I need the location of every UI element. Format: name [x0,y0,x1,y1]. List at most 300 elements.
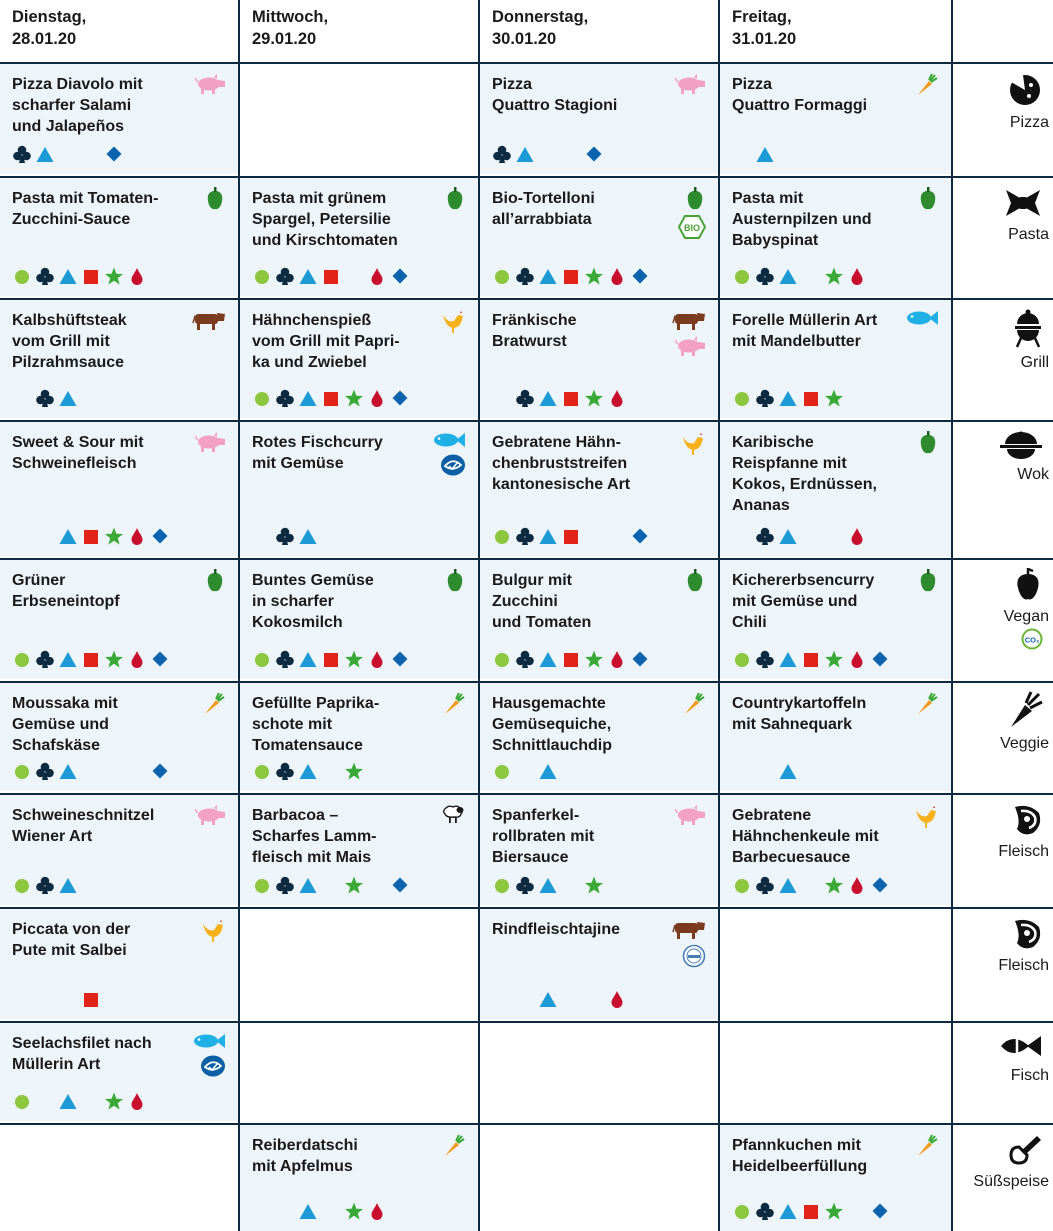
allergen-symbols [492,266,662,288]
column-divider [951,0,953,1231]
triangle-symbol [778,761,798,781]
star-symbol [584,388,604,408]
pepper-icon [426,187,466,211]
category-fisch [944,1031,1053,1121]
triangle-symbol [778,1201,798,1221]
dish-name: Grüner Erbseneintopf [12,572,120,610]
circle-symbol [12,875,32,895]
diamond-symbol [870,1201,890,1221]
dish-icons [426,431,466,481]
menu-cell [0,176,238,296]
pepper-icon [186,569,226,593]
triangle-symbol [515,144,535,164]
empty-cell [480,1123,718,1231]
club-symbol [35,875,55,895]
dish-name: Schweineschnitzel Wiener Art [12,807,155,845]
vegan-icon [944,568,1049,602]
club-symbol [35,761,55,781]
drop-symbol [847,526,867,546]
club-symbol [515,388,535,408]
meat-icon [944,803,1049,837]
dish-icons [666,309,706,361]
fish-icon [186,1032,226,1050]
drop-symbol [127,526,147,546]
category-grill [944,308,1053,418]
triangle-symbol [778,266,798,286]
veggie-icon [944,691,1049,729]
circle-symbol [252,875,272,895]
club-symbol [755,388,775,408]
triangle-symbol [58,649,78,669]
triangle-symbol [58,388,78,408]
star-symbol [824,649,844,669]
menu-cell [0,62,238,174]
row-divider [0,793,1053,795]
category-label: Fleisch [998,843,1049,860]
square-symbol [801,1201,821,1221]
allergen-symbols [732,144,902,166]
club-symbol [275,875,295,895]
dish-name: Moussaka mit Gemüse und Schafskäse [12,695,118,754]
dish-name: Spanferkel- rollbraten mit Biersauce [492,807,595,866]
menu-cell [0,1021,238,1121]
triangle-symbol [298,649,318,669]
category-label: Süßspeise [973,1173,1049,1190]
allergen-symbols [492,388,662,410]
category-label: Grill [1020,354,1049,371]
club-symbol [275,761,295,781]
menu-cell [240,558,478,679]
triangle-symbol [778,388,798,408]
allergen-symbols [12,526,182,548]
menu-cell [240,176,478,296]
pepper-icon [899,431,939,455]
dish-name: Hähnchenspieß vom Grill mit Papri- ka und Zwiebel [252,312,400,371]
category-label: Veggie [1000,735,1049,752]
menu-cell [240,298,478,418]
diamond-symbol [390,649,410,669]
category-veggie [944,691,1053,791]
dish-name: Piccata von der Pute mit Salbei [12,921,131,959]
square-symbol [561,649,581,669]
star-symbol [104,649,124,669]
wok-icon [944,430,1049,460]
pepper-icon [426,569,466,593]
circle-symbol [12,266,32,286]
dish-icons [899,569,939,597]
dish-name: Sweet & Sour mit Schweinefleisch [12,434,144,472]
category-süßspeise [944,1133,1053,1231]
category-wok [944,430,1053,556]
dish-name: Barbacoa – Scharfes Lamm- fleisch mit Mais [252,807,377,866]
square-symbol [81,266,101,286]
star-symbol [344,875,364,895]
circle-symbol [732,266,752,286]
dish-icons [186,309,226,335]
co2-icon [944,628,1049,650]
diamond-symbol [630,649,650,669]
circle-symbol [492,875,512,895]
row-divider [0,298,1053,300]
circle-symbol [12,1091,32,1111]
diamond-symbol [870,649,890,669]
dish-name: Seelachsfilet nach Müllerin Art [12,1035,152,1073]
triangle-symbol [538,388,558,408]
day-name: Dienstag, [12,8,87,26]
triangle-symbol [298,875,318,895]
dish-name: Gebratene Hähn- chenbruststreifen kantonesische Art [492,434,631,493]
menu-cell [480,793,718,905]
allergen-symbols [252,761,422,783]
category-vegan [944,568,1053,679]
dish-name: Pizza Quattro Formaggi [732,76,868,114]
category-fleisch [944,803,1053,905]
dish-icons [666,431,706,461]
club-symbol [755,1201,775,1221]
allergen-symbols [492,144,662,166]
club-symbol [755,875,775,895]
dish-name: Countrykartoffeln mit Sahnequark [732,695,867,733]
club-symbol [275,388,295,408]
square-symbol [81,989,101,1009]
empty-cell [480,1021,718,1121]
carrot-icon [426,692,466,716]
category-label: Pizza [1009,114,1049,131]
triangle-symbol [538,649,558,669]
category-label: Vegan [1003,608,1049,625]
row-divider [0,558,1053,560]
star-symbol [824,266,844,286]
menu-cell [480,176,718,296]
svg-text:CO₂: CO₂ [1024,635,1040,645]
dish-name: Bulgur mit Zucchini und Tomaten [492,572,592,631]
dish-name: Hausgemachte Gemüsequiche, Schnittlauchdip [492,695,612,754]
club-symbol [12,144,32,164]
square-symbol [321,388,341,408]
dish-name: Bio-Tortelloni all’arrabbiata [492,190,595,228]
day-date: 30.01.20 [492,30,557,48]
triangle-symbol [58,1091,78,1111]
triangle-symbol [778,526,798,546]
circle-symbol [732,388,752,408]
circle-symbol [252,388,272,408]
bio-seal-icon [666,215,706,239]
allergen-symbols [732,761,902,783]
dish-icons [666,569,706,597]
triangle-symbol [778,875,798,895]
allergen-symbols [12,388,182,410]
drop-symbol [367,1201,387,1221]
menu-cell [0,298,238,418]
allergen-symbols [732,1201,902,1223]
dish-name: Reiberdatschi mit Apfelmus [252,1137,358,1175]
dish-name: Pfannkuchen mit Heidelbeerfüllung [732,1137,868,1175]
allergen-symbols [492,875,662,897]
triangle-symbol [58,526,78,546]
category-label: Fisch [1010,1067,1049,1084]
menu-cell [480,420,718,556]
fish-icon [899,309,939,327]
drop-symbol [127,649,147,669]
square-symbol [561,388,581,408]
square-symbol [81,649,101,669]
menu-cell [480,907,718,1019]
club-symbol [275,266,295,286]
star-symbol [104,266,124,286]
circle-symbol [12,649,32,669]
row-divider [0,907,1053,909]
dish-name: Rindfleischtajine [492,921,621,938]
diamond-symbol [630,526,650,546]
dish-icons [899,804,939,834]
triangle-symbol [298,266,318,286]
dish-icons [186,187,226,215]
empty-cell [240,1021,478,1121]
drop-symbol [607,388,627,408]
dish-name: Pasta mit Austernpilzen und Babyspinat [732,190,872,249]
dish-name: Fränkische Bratwurst [492,312,577,350]
club-symbol [35,266,55,286]
drop-symbol [367,266,387,286]
drop-symbol [127,266,147,286]
day-name: Freitag, [732,8,792,26]
triangle-symbol [58,875,78,895]
square-symbol [321,266,341,286]
diamond-symbol [390,388,410,408]
carrot-icon [426,1134,466,1158]
menu-cell [240,793,478,905]
quality-seal-icon [666,944,706,968]
square-symbol [321,649,341,669]
triangle-symbol [35,144,55,164]
allergen-symbols [252,875,422,897]
day-date: 29.01.20 [252,30,317,48]
menu-cell [0,558,238,679]
allergen-symbols [492,526,662,548]
circle-symbol [732,1201,752,1221]
carrot-icon [899,73,939,97]
category-label: Pasta [1008,226,1049,243]
pepper-icon [899,187,939,211]
dish-icons [426,187,466,215]
circle-symbol [252,761,272,781]
menu-cell [480,681,718,791]
row-divider [0,1123,1053,1125]
empty-cell [720,907,951,1019]
row-divider [0,681,1053,683]
square-symbol [801,649,821,669]
club-symbol [515,266,535,286]
drop-symbol [847,649,867,669]
square-symbol [561,266,581,286]
drop-symbol [367,649,387,669]
dish-name: Gebratene Hähnchenkeule mit Barbecuesauce [732,807,879,866]
dish-icons [186,1032,226,1082]
pizza-icon [944,72,1049,108]
category-label: Fleisch [998,957,1049,974]
dish-name: Kalbshüftsteak vom Grill mit Pilzrahmsauce [12,312,127,371]
pig-icon [666,335,706,357]
chicken-icon [666,431,706,457]
menu-cell [480,62,718,174]
club-symbol [515,875,535,895]
square-symbol [801,388,821,408]
dish-icons [186,431,226,457]
msc-seal-icon [426,453,466,477]
circle-symbol [252,649,272,669]
diamond-symbol [150,526,170,546]
allergen-symbols [732,526,902,548]
circle-symbol [492,526,512,546]
dish-icons [426,309,466,339]
pig-icon [186,804,226,826]
empty-cell [0,1123,238,1231]
dish-icons [666,804,706,830]
dish-name: Rotes Fischcurry mit Gemüse [252,434,383,472]
circle-symbol [492,761,512,781]
drop-symbol [607,266,627,286]
dish-icons [666,692,706,720]
meat-icon [944,917,1049,951]
allergen-symbols [732,649,902,671]
cow-icon [666,309,706,331]
menu-cell [480,558,718,679]
dish-icons [186,73,226,99]
triangle-symbol [778,649,798,669]
dish-icons [186,918,226,948]
allergen-symbols [12,1091,182,1113]
pig-icon [666,73,706,95]
menu-cell [0,681,238,791]
club-symbol [755,526,775,546]
allergen-symbols [252,1201,422,1223]
dish-name: Buntes Gemüse in scharfer Kokosmilch [252,572,374,631]
allergen-symbols [12,875,182,897]
diamond-symbol [870,875,890,895]
menu-cell [240,1123,478,1231]
drop-symbol [607,989,627,1009]
club-symbol [35,649,55,669]
allergen-symbols [12,649,182,671]
empty-cell [240,62,478,174]
pepper-icon [899,569,939,593]
dish-name: Forelle Müllerin Art mit Mandelbutter [732,312,878,350]
allergen-symbols [12,144,182,166]
category-pasta [944,186,1053,296]
day-name: Donnerstag, [492,8,589,26]
day-date: 28.01.20 [12,30,77,48]
star-symbol [344,388,364,408]
pig-icon [666,804,706,826]
cow-icon [186,309,226,331]
triangle-symbol [298,1201,318,1221]
dish-icons [899,187,939,215]
drop-symbol [847,875,867,895]
allergen-symbols [12,761,182,783]
club-symbol [492,144,512,164]
allergen-symbols [732,266,902,288]
menu-cell [480,298,718,418]
dish-name: Karibische Reispfanne mit Kokos, Erdnüssen, Ananas [732,434,877,514]
chicken-icon [186,918,226,944]
menu-cell [0,793,238,905]
menu-cell [720,176,951,296]
menu-cell [720,298,951,418]
drop-symbol [367,388,387,408]
allergen-symbols [492,649,662,671]
drop-symbol [607,649,627,669]
star-symbol [584,649,604,669]
dish-icons [899,73,939,101]
row-divider [0,176,1053,178]
dish-name: Pasta mit grünem Spargel, Petersilie und Kirschtomaten [252,190,398,249]
dish-icons [186,804,226,830]
pasta-icon [944,186,1049,220]
dish-icons [426,1134,466,1162]
menu-cell [0,420,238,556]
day-header-1 [0,0,238,60]
diamond-symbol [150,761,170,781]
dish-icons [666,918,706,972]
day-header-4 [720,0,951,60]
pig-icon [186,73,226,95]
category-label: Wok [1017,466,1049,483]
allergen-symbols [492,761,662,783]
triangle-symbol [298,761,318,781]
diamond-symbol [630,266,650,286]
allergen-symbols [732,875,902,897]
dish-name: Gefüllte Paprika- schote mit Tomatensauce [252,695,380,754]
menu-cell [0,907,238,1019]
star-symbol [584,266,604,286]
menu-cell [240,681,478,791]
day-header-3 [480,0,718,60]
star-symbol [344,649,364,669]
triangle-symbol [538,266,558,286]
row-divider [0,62,1053,64]
pepper-icon [186,187,226,211]
club-symbol [275,649,295,669]
menu-cell [720,420,951,556]
column-divider [238,0,240,1231]
row-divider [0,1021,1053,1023]
category-pizza [944,72,1053,174]
circle-symbol [492,266,512,286]
circle-symbol [732,649,752,669]
menu-cell [720,793,951,905]
allergen-symbols [12,266,182,288]
dish-icons [899,692,939,720]
triangle-symbol [755,144,775,164]
club-symbol [755,266,775,286]
carrot-icon [899,692,939,716]
menu-cell [720,681,951,791]
star-symbol [824,388,844,408]
carrot-icon [666,692,706,716]
club-symbol [755,649,775,669]
pepper-icon [666,187,706,211]
star-symbol [584,875,604,895]
chicken-icon [899,804,939,830]
triangle-symbol [538,526,558,546]
triangle-symbol [538,761,558,781]
category-fleisch [944,917,1053,1019]
allergen-symbols [252,266,422,288]
club-symbol [35,388,55,408]
dish-name: Kichererbsencurry mit Gemüse und Chili [732,572,875,631]
diamond-symbol [104,144,124,164]
diamond-symbol [584,144,604,164]
